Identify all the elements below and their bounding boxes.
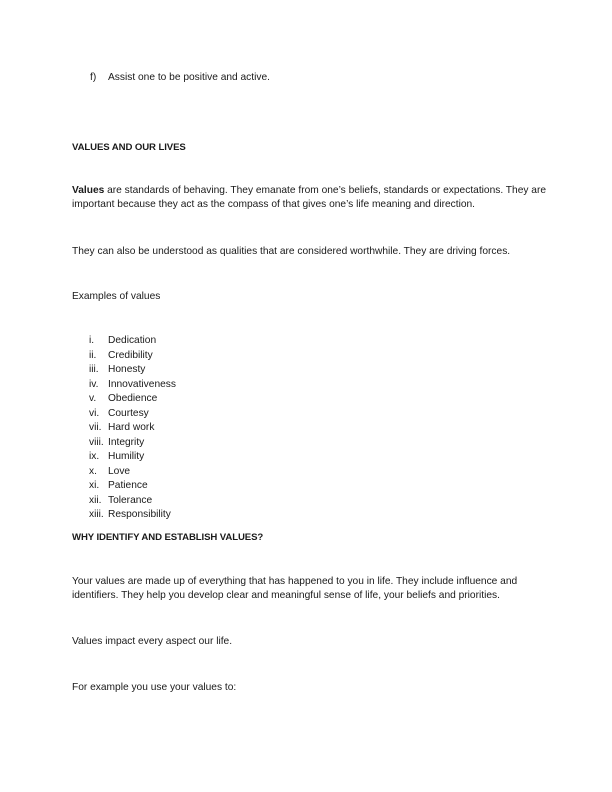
list-item-text: Integrity [108,436,145,448]
section-heading-values-and-our-lives: VALUES AND OUR LIVES [72,142,186,153]
list-item-number: iv. [89,378,99,390]
section-heading-why-identify-values: WHY IDENTIFY AND ESTABLISH VALUES? [72,532,264,543]
list-item-text: Tolerance [108,494,153,506]
examples-of-values-label: Examples of values [72,291,161,302]
list-item-number: v. [89,393,97,404]
values-definition-paragraph [72,184,550,212]
list-item-number: vii. [89,422,102,433]
list-item-number: xi. [89,480,100,491]
values-origin-paragraph: Your values are made up of everything that has happened to you in life. They include influence and identifiers. They help you develop clear and meaningful sense of life, your beliefs and priorities. [72,576,518,601]
values-examples-list [89,334,289,520]
list-item-number: viii. [89,436,104,448]
values-impact-paragraph: Values impact every aspect our life. [72,636,233,647]
intro-list-item [90,71,270,85]
values-definition-term: Values [72,185,105,196]
list-item-number: x. [89,465,97,477]
list-item-text: Obedience [108,393,158,404]
list-item-text: Innovativeness [108,378,176,390]
list-item-number: iii. [89,364,99,375]
list-item-number: vi. [89,407,100,419]
values-qualities-paragraph: They can also be understood as qualities that are considered worthwhile. They are driving forces. [72,246,511,257]
list-item-number: xiii. [89,509,104,520]
list-item-text: Humility [108,451,145,462]
list-item-number: ix. [89,451,100,462]
list-item-text: Courtesy [108,407,149,419]
intro-list-text: Assist one to be positive and active. [108,72,270,83]
list-item-text: Honesty [108,364,146,375]
values-usage-intro-paragraph: For example you use your values to: [72,682,237,693]
list-item-text: Dedication [108,335,157,346]
list-item-text: Hard work [108,422,155,433]
list-item-text: Responsibility [108,509,171,520]
list-item-text: Credibility [108,349,153,361]
list-item-text: Love [108,465,131,477]
values-definition-text: are standards of behaving. They emanate from one’s beliefs, standards or expectations. They are important because they act as the compass of that gives one’s life meaning and direction. [72,185,547,210]
list-item-number: xii. [89,494,102,506]
list-item-number: ii. [89,349,97,361]
list-item-text: Patience [108,480,148,491]
list-item-number: i. [89,335,95,346]
intro-list-marker: f) [90,72,97,83]
